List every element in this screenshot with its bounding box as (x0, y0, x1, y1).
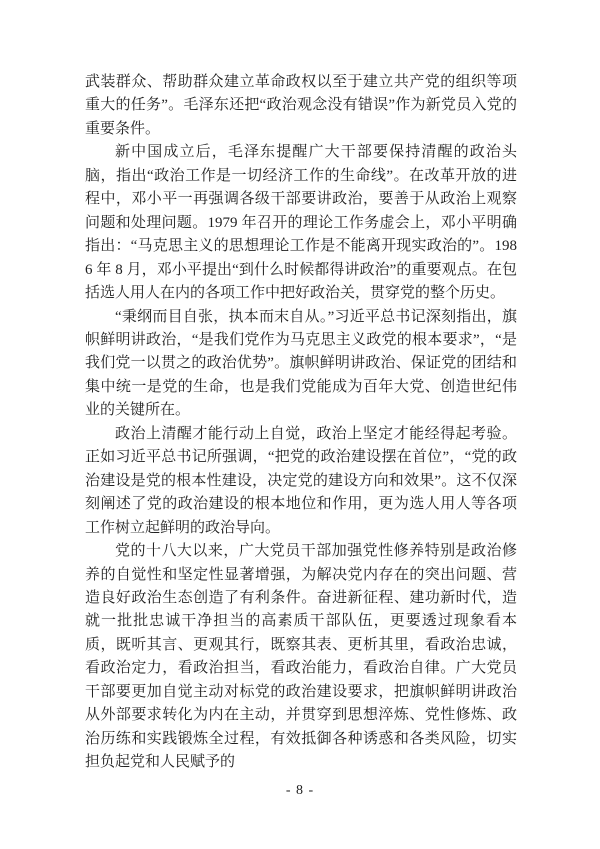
paragraph: 武装群众、帮助群众建立革命政权以至于建立共产党的组织等项重大的任务”。毛泽东还把“政治观念没有错误”作为新党员入党的重要条件。 (85, 74, 517, 137)
paragraph: 党的十八大以来，广大党员干部加强党性修养特别是政治修养的自觉性和坚定性显著增强，为解决党内存在的突出问题、营造良好政治生态创造了有利条件。奋进新征程、建功新时代，造就一批批忠诚干净担当的高素质干部队伍，更要透过现象看本质，既听其言、更观其行，既察其表、更析其里，看政治忠诚，看政治定力，看政治担当，看政治能力，看政治自律。广大党员干部要更加自觉主动对标党的政治建设要求，把旗帜鲜明讲政治从外部要求转化为内在主动，并贯穿到思想淬炼、党性修炼、政治历练和实践锻炼全过程，有效抵御各种诱惑和各类风险，切实担负起党和人民赋予的 (85, 543, 517, 771)
page-footer (0, 783, 600, 799)
document-body (85, 71, 517, 775)
page-number: - 8 - (285, 783, 315, 798)
paragraph: 政治上清醒才能行动上自觉，政治上坚定才能经得起考验。正如习近平总书记所强调，“把党的政治建设摆在首位”，“党的政治建设是党的根本性建设，决定党的建设方向和效果”。这不仅深刻阐述了党的政治建设的根本地位和作用，更为选人用人等各项工作树立起鲜明的政治导向。 (85, 425, 517, 536)
paragraph: “秉纲而目自张，执本而末自从。”习近平总书记深刻指出，旗帜鲜明讲政治，“是我们党作为马克思主义政党的根本要求”，“是我们党一以贯之的政治优势”。旗帜鲜明讲政治、保证党的团结和集中统一是党的生命，也是我们党能成为百年大党、创造世纪伟业的关键所在。 (85, 308, 517, 419)
paragraph: 新中国成立后，毛泽东提醒广大干部要保持清醒的政治头脑，指出“政治工作是一切经济工作的生命线”。在改革开放的进程中，邓小平一再强调各级干部要讲政治，要善于从政治上观察问题和处理问题。1979 年召开的理论工作务虚会上，邓小平明确指出：“马克思主义的思想理论工作是不能离开现实政治的”。1986 年 8 月，邓小平提出“到什么时候都得讲政治”的重要观点。在包括选人用人在内的各项工作中把好政治关，贯穿党的整个历史。 (85, 144, 517, 302)
